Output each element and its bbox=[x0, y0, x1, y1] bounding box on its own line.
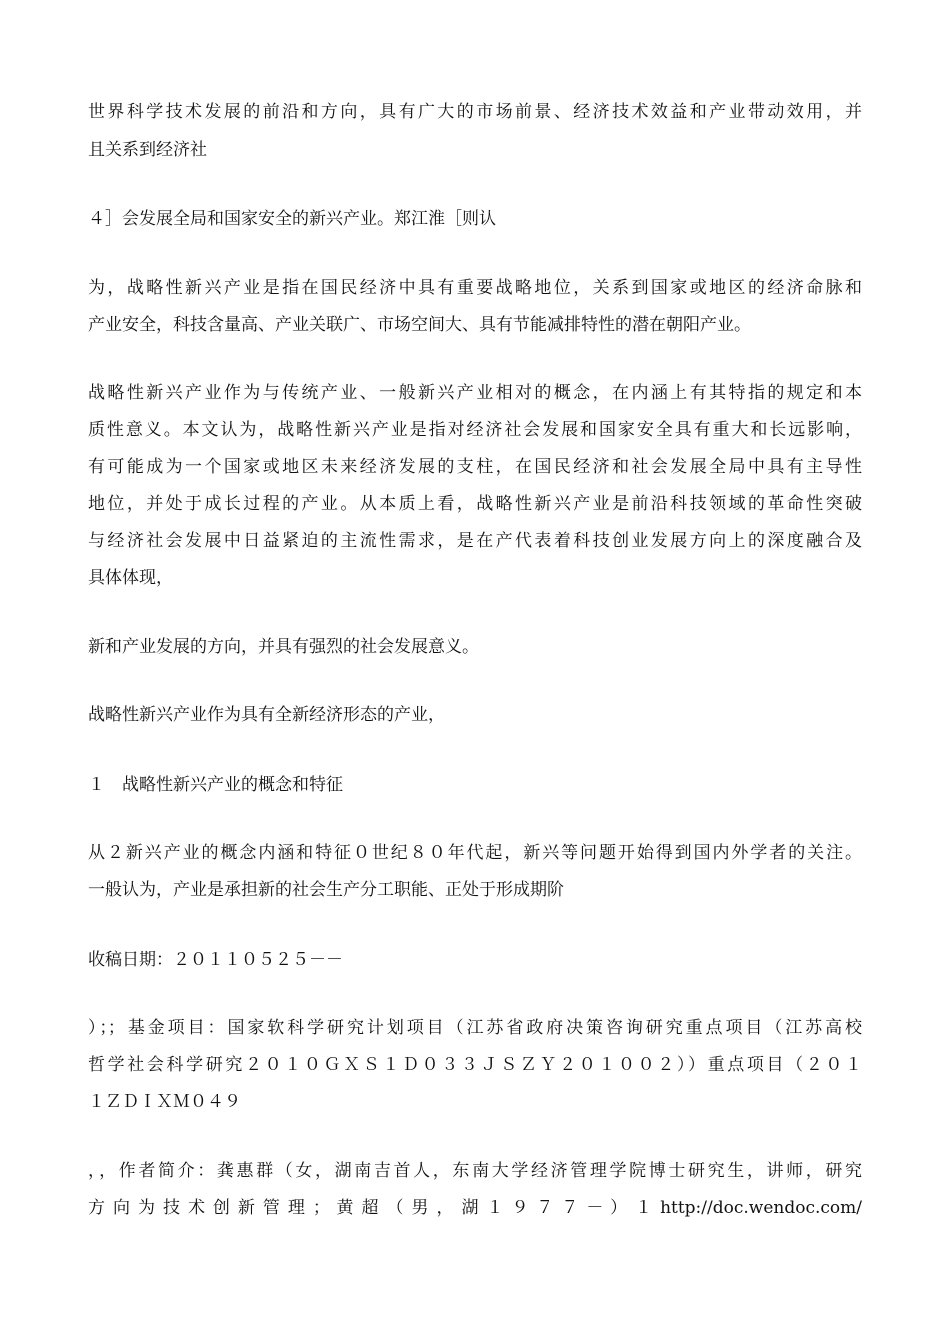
text-line: 新和产业发展的方向，并具有强烈的社会发展意义。 bbox=[88, 637, 479, 657]
text-line: 质性意义。本文认为，战略性新兴产业是指对经济社会发展和国家安全具有重大和长远影响， bbox=[88, 420, 862, 440]
received-date: 收稿日期：２０１１０５２５－－ bbox=[88, 950, 343, 970]
text-line: 战略性新兴产业作为具有全新经济形态的产业， bbox=[88, 705, 445, 725]
text-line: 产业安全，科技含量高、产业关联广、市场空间大、具有节能减排特性的潜在朝阳产业。 bbox=[88, 315, 751, 335]
text-line: 且关系到经济社 bbox=[88, 140, 207, 160]
author-bio: 方 向 为 技 术 创 新 管 理 ； 黄 超 （ 男 ， 湖 １ ９ ７ ７ － ） １ http://doc.wendoc.com/ bbox=[88, 1198, 862, 1218]
text-line: 与经济社会发展中日益紧迫的主流性需求，是在产代表着科技创业发展方向上的深度融合及 bbox=[88, 531, 862, 551]
funding-note: １ＺＤＩＸＭ０４９ bbox=[88, 1092, 241, 1112]
text-line: 一般认为，产业是承担新的社会生产分工职能、正处于形成期阶 bbox=[88, 880, 564, 900]
author-bio: ，，作者简介：龚惠群（女，湖南吉首人，东南大学经济管理学院博士研究生，讲师，研究 bbox=[88, 1161, 862, 1181]
text-line: 为，战略性新兴产业是指在国民经济中具有重要战略地位，关系到国家或地区的经济命脉和 bbox=[88, 278, 862, 298]
text-line: 地位，并处于成长过程的产业。从本质上看，战略性新兴产业是前沿科技领域的革命性突破 bbox=[88, 494, 862, 514]
text-line: 战略性新兴产业作为与传统产业、一般新兴产业相对的概念，在内涵上有其特指的规定和本 bbox=[88, 383, 862, 403]
text-line: 世界科学技术发展的前沿和方向，具有广大的市场前景、经济技术效益和产业带动效用，并 bbox=[88, 102, 862, 122]
text-line: 有可能成为一个国家或地区未来经济发展的支柱，在国民经济和社会发展全局中具有主导性 bbox=[88, 457, 862, 477]
text-line: 从２新兴产业的概念内涵和特征０世纪８０年代起，新兴等问题开始得到国内外学者的关注。 bbox=[88, 843, 862, 863]
text-line: ４］会发展全局和国家安全的新兴产业。郑江淮［则认 bbox=[88, 209, 496, 229]
section-heading: １ 战略性新兴产业的概念和特征 bbox=[88, 775, 343, 795]
text-line: 具体体现， bbox=[88, 568, 173, 588]
funding-note: 哲学社会科学研究２０１０ＧＸＳ１Ｄ０３３ＪＳＺＹ２０１００２））重点项目（２０１ bbox=[88, 1055, 862, 1075]
funding-note: ）；；基金项目：国家软科学研究计划项目（江苏省政府决策咨询研究重点项目（江苏高校 bbox=[88, 1018, 862, 1038]
